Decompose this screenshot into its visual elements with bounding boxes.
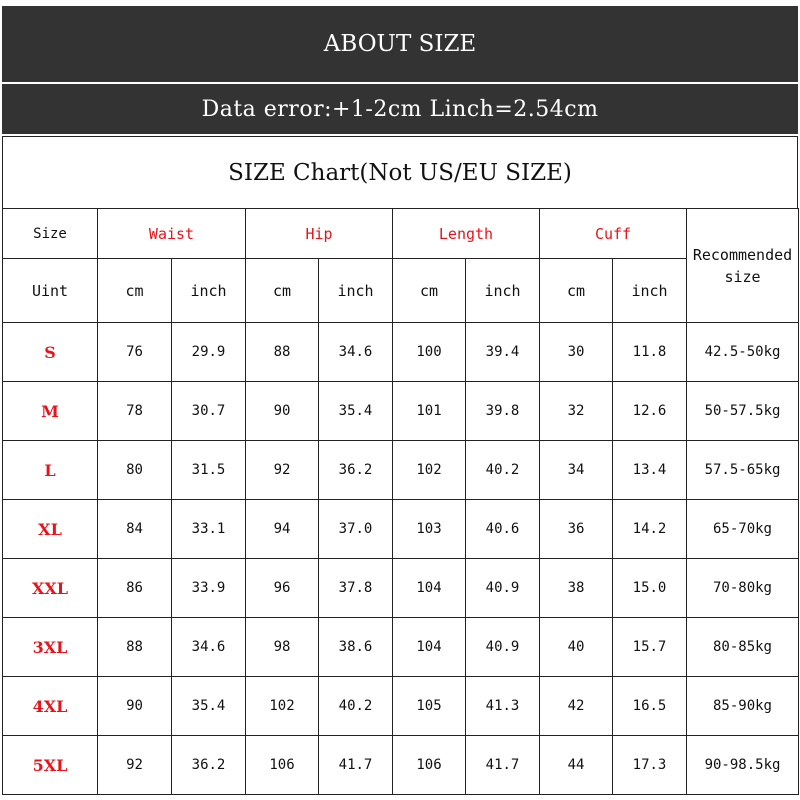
recommended-size-header: Recommended size (687, 209, 799, 323)
measurement-cell: 34 (540, 441, 613, 500)
measurement-cell: 40 (540, 618, 613, 677)
measurement-cell: 38.6 (319, 618, 393, 677)
measurement-cell: 34.6 (172, 618, 246, 677)
size-chart-title: SIZE Chart(Not US/EU SIZE) (228, 159, 572, 186)
measurement-cell: 100 (393, 323, 466, 382)
size-header: Size (3, 209, 98, 259)
measurement-cell: 38 (540, 559, 613, 618)
unit-cm: cm (393, 259, 466, 323)
size-chart-heading (2, 136, 798, 208)
table-row (3, 736, 799, 795)
measurement-cell: 94 (246, 500, 319, 559)
table-row (3, 500, 799, 559)
unit-inch: inch (319, 259, 393, 323)
measurement-cell: 40.9 (466, 618, 540, 677)
measurement-cell: 104 (393, 559, 466, 618)
header-row-units (3, 259, 799, 323)
unit-cm: cm (246, 259, 319, 323)
size-cell: S (3, 323, 98, 382)
table-row (3, 677, 799, 736)
cuff-header: Cuff (540, 209, 687, 259)
recommended-weight-cell: 70-80kg (687, 559, 799, 618)
measurement-cell: 86 (98, 559, 172, 618)
measurement-cell: 42 (540, 677, 613, 736)
recommended-weight-cell: 90-98.5kg (687, 736, 799, 795)
recommended-weight-cell: 85-90kg (687, 677, 799, 736)
measurement-cell: 106 (246, 736, 319, 795)
measurement-cell: 80 (98, 441, 172, 500)
size-cell: 3XL (3, 618, 98, 677)
measurement-cell: 37.0 (319, 500, 393, 559)
data-error-banner (2, 84, 798, 134)
measurement-cell: 40.2 (319, 677, 393, 736)
measurement-cell: 31.5 (172, 441, 246, 500)
about-size-banner (2, 6, 798, 82)
unit-cm: cm (98, 259, 172, 323)
recommended-weight-cell: 57.5-65kg (687, 441, 799, 500)
data-error-note: Data error:+1-2cm Linch=2.54cm (201, 96, 599, 122)
unit-header: Uint (3, 259, 98, 323)
measurement-cell: 16.5 (613, 677, 687, 736)
size-cell: M (3, 382, 98, 441)
measurement-cell: 98 (246, 618, 319, 677)
recommended-weight-cell: 65-70kg (687, 500, 799, 559)
measurement-cell: 106 (393, 736, 466, 795)
measurement-cell: 104 (393, 618, 466, 677)
measurement-cell: 78 (98, 382, 172, 441)
measurement-cell: 90 (98, 677, 172, 736)
measurement-cell: 36 (540, 500, 613, 559)
measurement-cell: 102 (393, 441, 466, 500)
recommended-weight-cell: 50-57.5kg (687, 382, 799, 441)
measurement-cell: 15.7 (613, 618, 687, 677)
measurement-cell: 13.4 (613, 441, 687, 500)
table-row (3, 382, 799, 441)
measurement-cell: 90 (246, 382, 319, 441)
measurement-cell: 11.8 (613, 323, 687, 382)
measurement-cell: 32 (540, 382, 613, 441)
measurement-cell: 35.4 (319, 382, 393, 441)
measurement-cell: 30.7 (172, 382, 246, 441)
measurement-cell: 37.8 (319, 559, 393, 618)
measurement-cell: 96 (246, 559, 319, 618)
table-row (3, 441, 799, 500)
measurement-cell: 103 (393, 500, 466, 559)
unit-inch: inch (613, 259, 687, 323)
size-cell: XXL (3, 559, 98, 618)
measurement-cell: 102 (246, 677, 319, 736)
size-cell: L (3, 441, 98, 500)
measurement-cell: 40.2 (466, 441, 540, 500)
measurement-cell: 76 (98, 323, 172, 382)
table-row (3, 323, 799, 382)
measurement-cell: 41.3 (466, 677, 540, 736)
measurement-cell: 14.2 (613, 500, 687, 559)
size-table (2, 208, 799, 795)
measurement-cell: 105 (393, 677, 466, 736)
size-cell: XL (3, 500, 98, 559)
measurement-cell: 101 (393, 382, 466, 441)
measurement-cell: 15.0 (613, 559, 687, 618)
measurement-cell: 33.9 (172, 559, 246, 618)
recommended-weight-cell: 80-85kg (687, 618, 799, 677)
recommended-weight-cell: 42.5-50kg (687, 323, 799, 382)
measurement-cell: 12.6 (613, 382, 687, 441)
table-row (3, 618, 799, 677)
length-header: Length (393, 209, 540, 259)
measurement-cell: 30 (540, 323, 613, 382)
measurement-cell: 84 (98, 500, 172, 559)
measurement-cell: 39.8 (466, 382, 540, 441)
table-row (3, 559, 799, 618)
size-cell: 5XL (3, 736, 98, 795)
measurement-cell: 33.1 (172, 500, 246, 559)
measurement-cell: 34.6 (319, 323, 393, 382)
unit-inch: inch (466, 259, 540, 323)
measurement-cell: 41.7 (466, 736, 540, 795)
measurement-cell: 39.4 (466, 323, 540, 382)
waist-header: Waist (98, 209, 246, 259)
unit-cm: cm (540, 259, 613, 323)
measurement-cell: 17.3 (613, 736, 687, 795)
header-row-groups (3, 209, 799, 259)
about-size-title: ABOUT SIZE (323, 31, 477, 57)
measurement-cell: 44 (540, 736, 613, 795)
measurement-cell: 36.2 (319, 441, 393, 500)
measurement-cell: 40.9 (466, 559, 540, 618)
size-cell: 4XL (3, 677, 98, 736)
measurement-cell: 88 (246, 323, 319, 382)
measurement-cell: 35.4 (172, 677, 246, 736)
measurement-cell: 92 (98, 736, 172, 795)
unit-inch: inch (172, 259, 246, 323)
measurement-cell: 88 (98, 618, 172, 677)
hip-header: Hip (246, 209, 393, 259)
measurement-cell: 41.7 (319, 736, 393, 795)
measurement-cell: 29.9 (172, 323, 246, 382)
measurement-cell: 40.6 (466, 500, 540, 559)
measurement-cell: 92 (246, 441, 319, 500)
measurement-cell: 36.2 (172, 736, 246, 795)
